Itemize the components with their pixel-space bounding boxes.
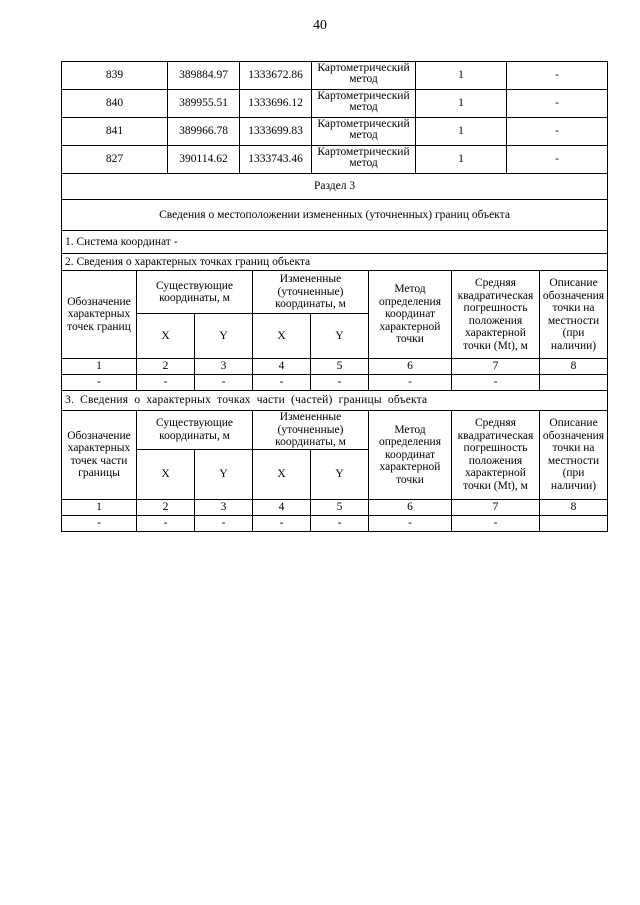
col-number: 5 [311, 499, 369, 515]
cell-dash: - [62, 515, 137, 531]
empty-data-row [62, 375, 608, 391]
header-method: Метод определения координат характерной точки [369, 411, 452, 500]
col-number: 5 [311, 359, 369, 375]
point-number: 841 [62, 118, 168, 146]
coordinates-continuation-table [61, 61, 608, 174]
header-x: X [137, 314, 195, 359]
note: - [507, 62, 608, 90]
header-accuracy: Средняя квадратическая погрешность положения характерной точки (Mt), м [452, 271, 540, 359]
col-number: 8 [540, 359, 608, 375]
col-number: 3 [195, 499, 253, 515]
header-y: Y [311, 314, 369, 359]
coord-y: 1333696.12 [240, 90, 312, 118]
part-2-title: 2. Сведения о характерных точках границ объекта [62, 254, 608, 271]
header-designation: Обозначение характерных точек границ [62, 271, 137, 359]
header-changed-coords: Измененные (уточненные) координаты, м [253, 411, 369, 450]
header-x: X [253, 449, 311, 499]
method: Картометрический метод [312, 146, 416, 174]
cell-dash: - [195, 515, 253, 531]
header-existing-coords: Существующие координаты, м [137, 411, 253, 450]
header-accuracy: Средняя квадратическая погрешность положения характерной точки (Mt), м [452, 411, 540, 500]
cell-dash: - [452, 515, 540, 531]
col-number: 1 [62, 499, 137, 515]
part-3-header-row [62, 411, 608, 450]
method: Картометрический метод [312, 118, 416, 146]
cell-dash: - [311, 515, 369, 531]
coord-x: 389884.97 [168, 62, 240, 90]
col-number: 3 [195, 359, 253, 375]
point-number: 827 [62, 146, 168, 174]
cell-dash: - [137, 375, 195, 391]
col-number: 8 [540, 499, 608, 515]
col-number: 4 [253, 359, 311, 375]
table-row [62, 146, 608, 174]
page-number: 40 [313, 18, 327, 33]
cell-dash: - [137, 515, 195, 531]
col-number: 4 [253, 499, 311, 515]
cell-empty [540, 375, 608, 391]
cell-dash: - [369, 375, 452, 391]
section-title: Раздел 3 [62, 174, 608, 200]
cell-dash: - [311, 375, 369, 391]
coord-x: 389955.51 [168, 90, 240, 118]
cell-dash: - [369, 515, 452, 531]
method: Картометрический метод [312, 90, 416, 118]
cell-dash: - [195, 375, 253, 391]
header-x: X [137, 449, 195, 499]
header-method: Метод определения координат характерной точки [369, 271, 452, 359]
part-2-header-row [62, 271, 608, 314]
coord-y: 1333672.86 [240, 62, 312, 90]
cell-dash: - [452, 375, 540, 391]
table-row [62, 62, 608, 90]
col-number: 2 [137, 359, 195, 375]
header-y: Y [311, 449, 369, 499]
cell-dash: - [62, 375, 137, 391]
coord-y: 1333743.46 [240, 146, 312, 174]
header-designation: Обозначение характерных точек части границы [62, 411, 137, 500]
col-number: 7 [452, 499, 540, 515]
table-row [62, 118, 608, 146]
section-3-table [61, 173, 608, 532]
col-number: 6 [369, 359, 452, 375]
accuracy: 1 [416, 118, 507, 146]
empty-data-row [62, 515, 608, 531]
point-number: 839 [62, 62, 168, 90]
coord-y: 1333699.83 [240, 118, 312, 146]
point-number: 840 [62, 90, 168, 118]
header-description: Описание обозначения точки на местности (при наличии) [540, 411, 608, 500]
cell-empty [540, 515, 608, 531]
col-number: 1 [62, 359, 137, 375]
col-number: 7 [452, 359, 540, 375]
header-description: Описание обозначения точки на местности (при наличии) [540, 271, 608, 359]
coord-x: 389966.78 [168, 118, 240, 146]
accuracy: 1 [416, 62, 507, 90]
cell-dash: - [253, 515, 311, 531]
column-numbers-row [62, 359, 608, 375]
part-3-title: 3. Сведения о характерных точках части (частей) границы объекта [62, 391, 608, 411]
column-numbers-row [62, 499, 608, 515]
header-existing-coords: Существующие координаты, м [137, 271, 253, 314]
coord-x: 390114.62 [168, 146, 240, 174]
cell-dash: - [253, 375, 311, 391]
note: - [507, 146, 608, 174]
table-row [62, 90, 608, 118]
accuracy: 1 [416, 90, 507, 118]
method: Картометрический метод [312, 62, 416, 90]
header-y: Y [195, 314, 253, 359]
note: - [507, 118, 608, 146]
header-y: Y [195, 449, 253, 499]
header-changed-coords: Измененные (уточненные) координаты, м [253, 271, 369, 314]
coordinate-system: 1. Система координат - [62, 231, 608, 254]
header-x: X [253, 314, 311, 359]
col-number: 6 [369, 499, 452, 515]
accuracy: 1 [416, 146, 507, 174]
col-number: 2 [137, 499, 195, 515]
section-description: Сведения о местоположении измененных (уточненных) границ объекта [62, 200, 608, 231]
note: - [507, 90, 608, 118]
